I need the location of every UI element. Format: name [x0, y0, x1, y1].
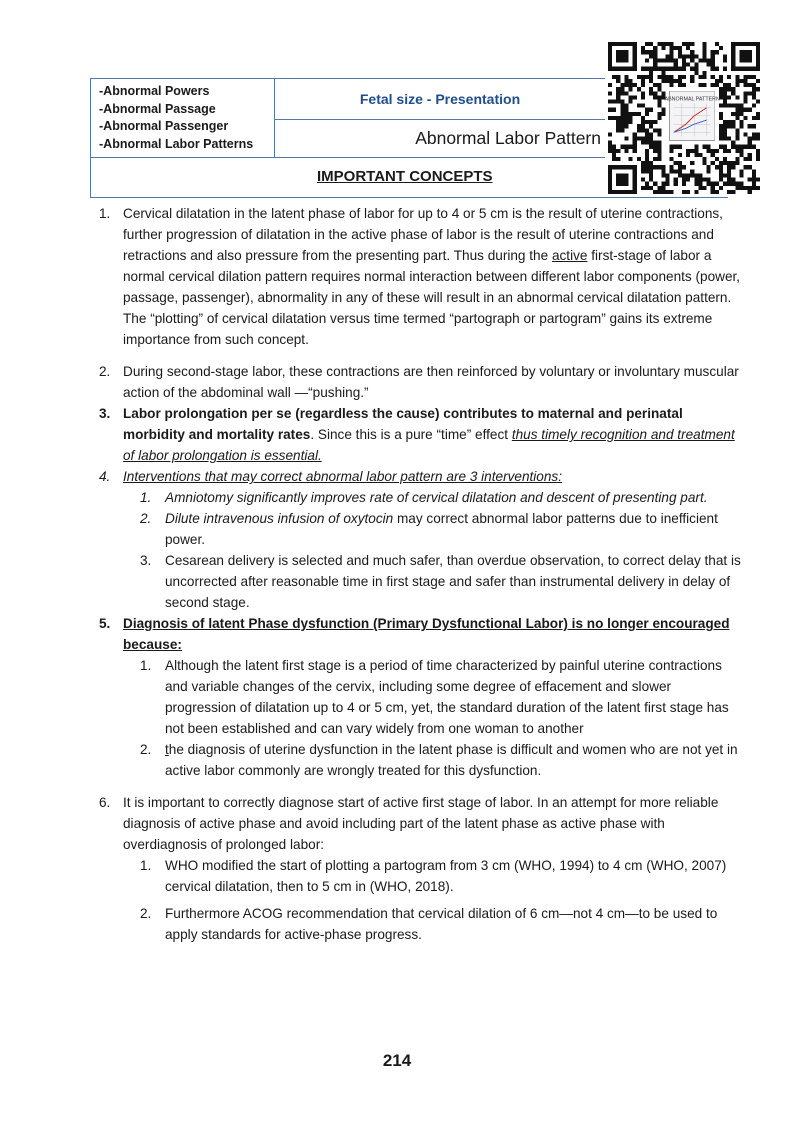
item-number: 2.: [99, 364, 111, 379]
item-number: 1.: [140, 858, 152, 873]
item-number: 3.: [99, 406, 111, 421]
list-item: [96, 613, 744, 655]
item-text: Cervical dilatation in the latent phase of labor for up to 4 or 5 cm is the result of uterine contractions, further progression of dilatation in the active phase of labor is the result of uterine contractions and retractions and also pressure from the presenting part. Thus during the: [123, 206, 723, 263]
item-text: Dilute intravenous infusion of oxytocin: [165, 511, 394, 526]
item-text: WHO modified the start of plotting a partogram from 3 cm (WHO, 1994) to 4 cm (WHO, 2007) cervical dilatation, then to 5 cm in (WHO, 2018).: [165, 858, 727, 894]
sub-list-item: [96, 739, 744, 781]
sub-list-item: [96, 550, 744, 613]
item-text-bold: Diagnosis of latent Phase dysfunction (Primary Dysfunctional Labor) is no longer encouraged because:: [123, 616, 730, 652]
item-text-emphasis: active: [551, 248, 588, 263]
list-item: [96, 792, 744, 855]
list-item: [96, 203, 744, 350]
section-title: IMPORTANT CONCEPTS: [317, 168, 493, 185]
item-text-emphasis: t: [165, 742, 169, 757]
item-number: 1.: [140, 490, 152, 505]
item-number: 6.: [99, 795, 111, 810]
item-text: first-stage of labor a normal cervical dilation pattern requires normal interaction between different labor components (power, passage, passenger), abnormality in any of these will result in an abnormal cervical dilatation pattern. The “plotting” of cervical dilatation versus time termed “partograph or partogram” gains its extreme importance from such concept.: [123, 248, 741, 347]
item-number: 5.: [99, 616, 111, 631]
list-item: [96, 403, 744, 466]
sub-list-item: [96, 903, 744, 945]
item-number: 2.: [140, 906, 152, 921]
chapter-subtitle: Fetal size - Presentation: [275, 78, 605, 120]
page-number: 214: [382, 1051, 412, 1070]
item-text: may correct abnormal labor patterns due to inefficient power.: [165, 511, 718, 547]
sub-list-item: [96, 655, 744, 739]
item-text-bold: Labor prolongation per se (regardless the cause) contributes to maternal and perinatal morbidity and mortality rates: [123, 406, 683, 442]
topic-item: -Abnormal Passage: [99, 101, 216, 116]
sub-list-item: [96, 487, 744, 508]
item-text-emphasis: thus timely recognition and treatment of labor prolongation is essential.: [123, 427, 735, 463]
item-text: he diagnosis of uterine dysfunction in the latent phase is difficult and women who are not yet in active labor commonly are wrongly treated for this dysfunction.: [165, 742, 738, 778]
item-text: It is important to correctly diagnose start of active first stage of labor. In an attempt for more reliable diagnosis of active phase and avoid including part of the latent phase as active phase with overdiagnosis of prolonged labor:: [123, 795, 719, 852]
item-text: Although the latent first stage is a period of time characterized by painful uterine contractions and variable changes of the cervix, including some degree of effacement and slower progression of dilatation up to 4 or 5 cm, yet, the standard duration of the latent first stage has not been established and can vary widely from one woman to another: [165, 658, 729, 736]
item-text: During second-stage labor, these contractions are then reinforced by voluntary or involuntary muscular action of the abdominal wall —“pushing.”: [123, 364, 739, 400]
list-item: [96, 361, 744, 403]
qr-code-icon: [608, 42, 760, 194]
item-text: . Since this is a pure “time” effect: [310, 427, 512, 442]
item-text-emphasis: Interventions that may correct abnormal labor pattern are 3 interventions:: [123, 469, 563, 484]
sub-list-item: [96, 508, 744, 550]
topic-item: -Abnormal Passenger: [99, 119, 229, 133]
chapter-title: Abnormal Labor Pattern: [275, 120, 605, 158]
item-text: Amniotomy significantly improves rate of cervical dilatation and descent of presenting part.: [165, 490, 708, 505]
list-item: [96, 466, 744, 487]
item-number: 1.: [140, 658, 152, 673]
sub-list-item: [96, 855, 744, 897]
concepts-list: [96, 203, 744, 945]
item-text: Cesarean delivery is selected and much safer, than overdue observation, to correct delay that is uncorrected after reasonable time in first stage and safer than instrumental delivery in delay of second stage.: [165, 553, 741, 610]
item-text: Furthermore ACOG recommendation that cervical dilation of 6 cm—not 4 cm—to be used to apply standards for active-phase progress.: [165, 906, 718, 942]
item-number: 2.: [140, 511, 152, 526]
qr-logo-caption: ABNORMAL PATTERN: [664, 96, 720, 103]
item-number: 4.: [99, 469, 111, 484]
topic-item: -Abnormal Labor Patterns: [99, 136, 254, 151]
item-number: 1.: [99, 206, 111, 221]
item-number: 3.: [140, 553, 152, 568]
item-number: 2.: [140, 742, 152, 757]
topic-item: -Abnormal Powers: [99, 84, 210, 98]
topic-list: [90, 78, 275, 158]
